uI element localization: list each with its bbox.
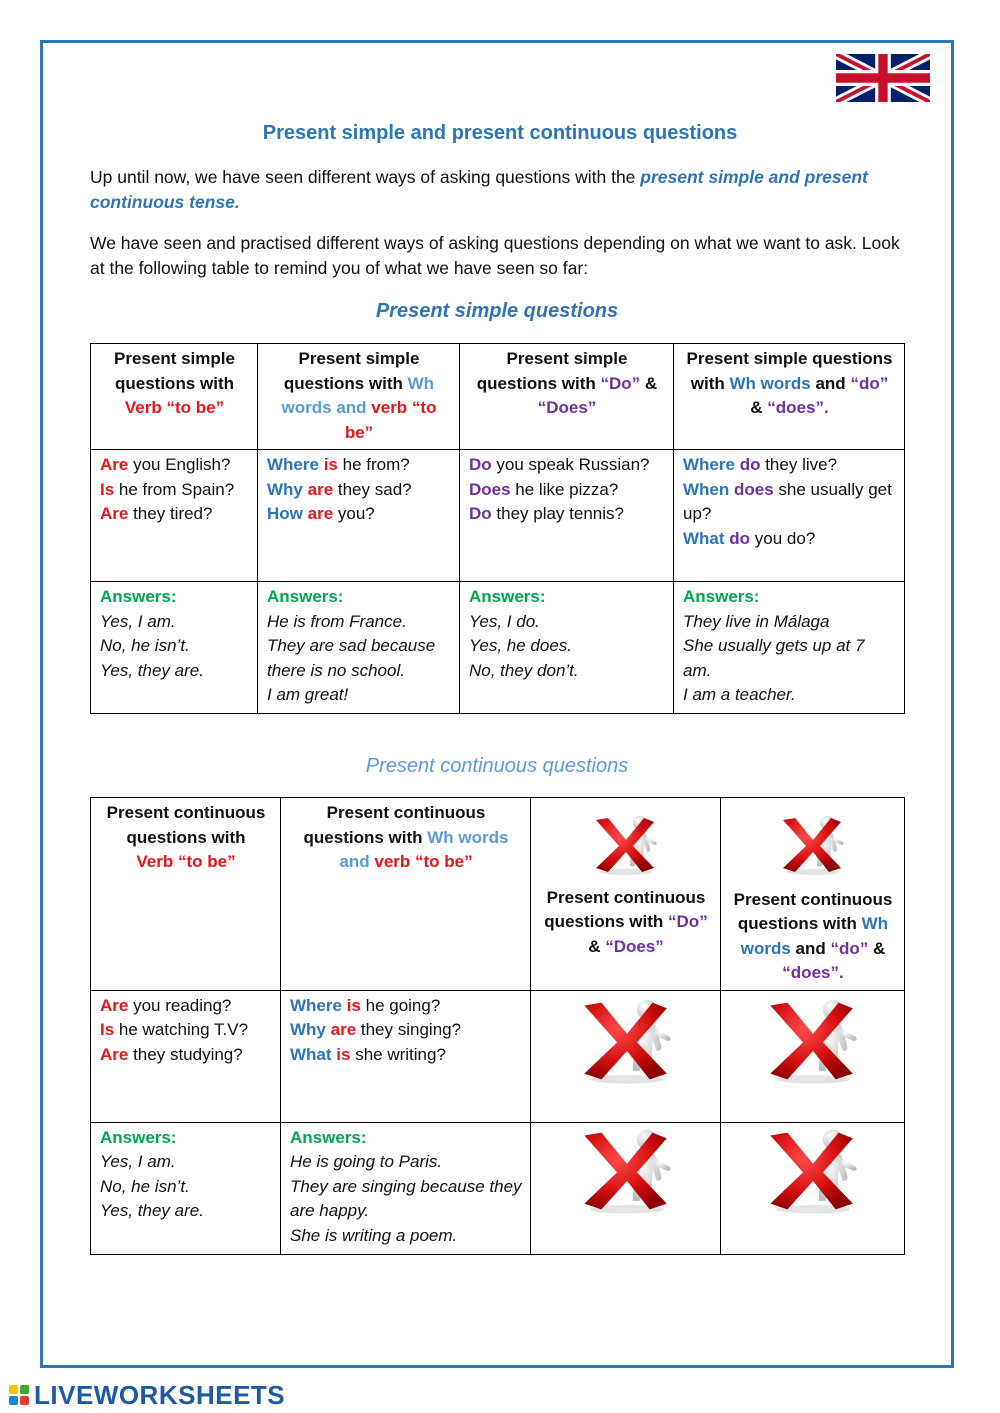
answer-line: Yes, they are. <box>100 1201 204 1220</box>
not-applicable-cell <box>531 990 721 1122</box>
simple-answers-to-be <box>91 582 258 714</box>
continuous-table <box>90 797 905 1255</box>
not-applicable-cell <box>721 990 905 1122</box>
intro-paragraph <box>90 165 910 215</box>
answer-line: Yes, I am. <box>100 611 176 631</box>
red-x-person-icon <box>573 1125 681 1217</box>
simple-header-do-does: Present simple questions with “Do” & “Does” <box>460 344 674 450</box>
question-line: Is he from Spain? <box>100 479 235 499</box>
question-line: Are you reading? <box>100 995 232 1015</box>
reminder-paragraph: We have seen and practised different ways of asking questions depending on what we want to ask. Look at the following table to remind you of what we have seen so far: <box>90 233 900 278</box>
not-applicable-cell <box>531 1122 721 1254</box>
answers-label: Answers: <box>100 1127 177 1147</box>
red-x-person-icon <box>775 814 851 876</box>
question-line: Where do they live? <box>683 455 838 474</box>
simple-answers-wh-to-be <box>258 582 460 714</box>
simple-questions-to-be <box>91 450 258 582</box>
answer-line: They are singing because they are happy. <box>290 1176 522 1220</box>
continuous-answers-to-be <box>91 1122 281 1254</box>
continuous-answers-wh-to-be <box>281 1122 531 1254</box>
simple-answers-wh-do-does <box>674 582 905 714</box>
simple-header-to-be: Present simple questions with Verb “to be” <box>91 344 258 450</box>
answer-line: They are sad because there is no school. <box>267 636 436 680</box>
question-line: Why are they sad? <box>267 479 412 499</box>
answer-line: Yes, I am. <box>100 1152 176 1171</box>
question-line: What do you do? <box>683 528 816 548</box>
uk-flag-icon <box>836 54 930 102</box>
answers-label: Answers: <box>469 587 546 606</box>
answers-label: Answers: <box>290 1127 367 1147</box>
answers-label: Answers: <box>100 587 177 606</box>
answer-line: I am a teacher. <box>683 685 796 704</box>
question-line: Do they play tennis? <box>469 504 624 523</box>
liveworksheets-logo <box>8 1380 285 1410</box>
intro-highlight: present simple and present continuous tense. <box>90 167 868 212</box>
continuous-header-wh-do-does: Present continuous questions with Wh words and “do” & “does”. <box>721 798 905 991</box>
answer-line: Yes, I do. <box>469 611 540 631</box>
answer-line: No, he isn’t. <box>100 1176 190 1196</box>
question-line: When does she usually get up? <box>683 479 892 523</box>
continuous-subtitle: Present continuous questions <box>365 755 629 777</box>
question-line: Are you English? <box>100 455 231 474</box>
continuous-header-do-does: Present continuous questions with “Do” & “Does” <box>531 798 721 991</box>
liveworksheets-logo-icon <box>8 1384 30 1406</box>
question-line: How are you? <box>267 504 375 523</box>
question-line: Are they tired? <box>100 504 213 523</box>
question-line: Where is he going? <box>290 995 441 1015</box>
continuous-questions-to-be <box>91 990 281 1122</box>
question-line: Where is he from? <box>267 455 410 474</box>
red-x-person-icon <box>588 814 664 876</box>
simple-questions-do-does <box>460 450 674 582</box>
intro-text: Up until now, we have seen different ways of asking questions with the <box>90 167 641 187</box>
answers-label: Answers: <box>267 587 344 606</box>
answer-line: No, he isn’t. <box>100 636 190 655</box>
page-title: Present simple and present continuous questions <box>262 122 738 144</box>
question-line: Does he like pizza? <box>469 479 619 499</box>
answer-line: He is going to Paris. <box>290 1152 443 1171</box>
question-line: Do you speak Russian? <box>469 455 650 474</box>
red-x-person-icon <box>759 995 867 1087</box>
simple-header-wh-do-does: Present simple questions with Wh words and “do” & “does”. <box>674 344 905 450</box>
red-x-person-icon <box>759 1125 867 1217</box>
answer-line: Yes, they are. <box>100 660 204 680</box>
question-line: What is she writing? <box>290 1044 446 1064</box>
not-applicable-cell <box>721 1122 905 1254</box>
answer-line: No, they don’t. <box>469 660 579 680</box>
question-line: Is he watching T.V? <box>100 1020 249 1039</box>
question-line: Are they studying? <box>100 1044 243 1064</box>
simple-subtitle: Present simple questions <box>375 300 619 322</box>
continuous-questions-wh-to-be <box>281 990 531 1122</box>
red-x-person-icon <box>573 995 681 1087</box>
continuous-header-wh-to-be: Present continuous questions with Wh words and verb “to be” <box>281 798 531 991</box>
answer-line: She usually gets up at 7 am. <box>683 636 865 680</box>
question-line: Why are they singing? <box>290 1020 462 1039</box>
continuous-header-to-be: Present continuous questions with Verb “to be” <box>91 798 281 991</box>
simple-answers-do-does <box>460 582 674 714</box>
answers-label: Answers: <box>683 587 760 606</box>
simple-table <box>90 343 905 714</box>
brand-name: LIVEWORKSHEETS <box>34 1379 286 1410</box>
answer-line: They live in Málaga <box>683 611 830 631</box>
answer-line: He is from France. <box>267 611 407 631</box>
answer-line: I am great! <box>267 685 349 704</box>
answer-line: Yes, he does. <box>469 636 573 655</box>
simple-questions-wh-do-does <box>674 450 905 582</box>
answer-line: She is writing a poem. <box>290 1225 458 1245</box>
simple-questions-wh-to-be <box>258 450 460 582</box>
simple-header-wh-to-be: Present simple questions with Wh words and verb “to be” <box>258 344 460 450</box>
